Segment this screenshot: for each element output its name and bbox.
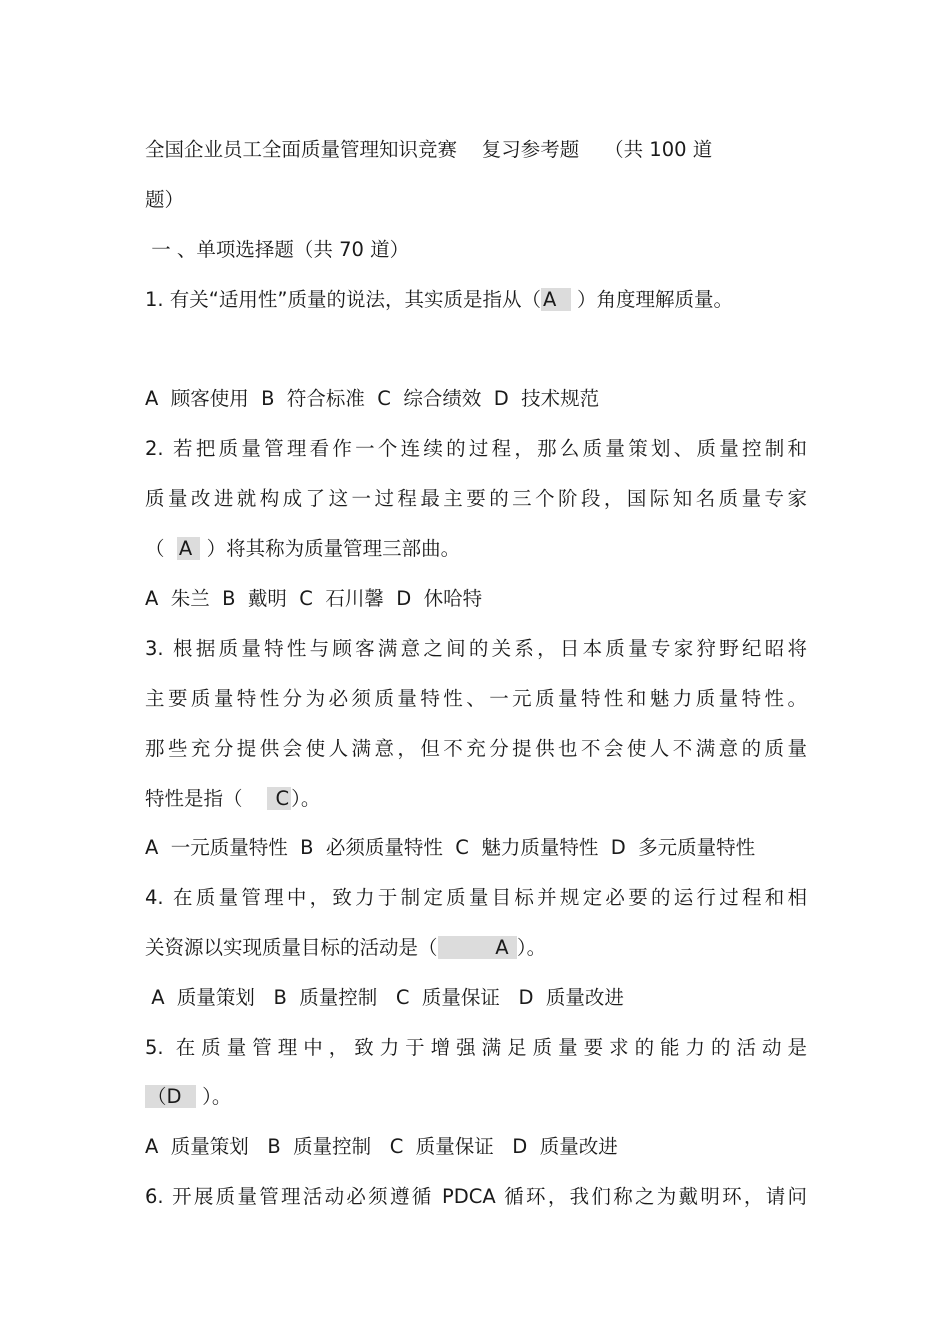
- question-5-line-2: [145, 1083, 231, 1111]
- section-heading: 一 、单项选择题（共 70 道）: [145, 238, 410, 261]
- question-text: ）。: [291, 787, 321, 810]
- question-1-line-1: [145, 286, 733, 314]
- question-text: ）。: [195, 1085, 232, 1108]
- question-1-options: A 顾客使用 B 符合标准 C 综合绩效 D 技术规范: [145, 387, 600, 410]
- doc-title-line-2: 题）: [145, 188, 185, 211]
- question-text: 特性是指（: [145, 787, 268, 810]
- question-text: ）将其称为质量管理三部曲。: [200, 537, 461, 560]
- question-text: ）角度理解质量。: [570, 288, 733, 311]
- answer-highlight: （D: [147, 1085, 194, 1108]
- question-text: 1. 有关“适用性”质量的说法，其实质是指从（: [145, 288, 542, 311]
- answer-highlight: C: [269, 787, 290, 810]
- question-3-options: A 一元质量特性 B 必须质量特性 C 魅力质量特性 D 多元质量特性: [145, 836, 756, 859]
- answer-highlight: A: [439, 936, 515, 959]
- question-3-line-2: 主要质量特性分为必须质量特性、一元质量特性和魅力质量特性。: [145, 687, 807, 710]
- answer-highlight: A: [543, 288, 569, 311]
- question-2-line-1: 2. 若把质量管理看作一个连续的过程，那么质量策划、质量控制和: [145, 437, 807, 460]
- question-2-line-3: [145, 535, 460, 563]
- question-text: （: [145, 537, 177, 560]
- question-text: ）。: [516, 936, 547, 959]
- question-3-line-1: 3. 根据质量特性与顾客满意之间的关系，日本质量专家狩野纪昭将: [145, 637, 807, 660]
- question-6-line-1: 6. 开展质量管理活动必须遵循 PDCA 循环，我们称之为戴明环，请问: [145, 1185, 807, 1208]
- question-2-line-2: 质量改进就构成了这一过程最主要的三个阶段，国际知名质量专家: [145, 487, 807, 510]
- question-5-line-1: 5. 在质量管理中，致力于增强满足质量要求的能力的活动是: [145, 1036, 807, 1059]
- question-3-line-3: 那些充分提供会使人满意，但不充分提供也不会使人不满意的质量: [145, 737, 807, 760]
- question-5-options: A 质量策划 B 质量控制 C 质量保证 D 质量改进: [145, 1135, 618, 1158]
- answer-highlight: A: [178, 537, 199, 560]
- question-4-line-2: [145, 934, 546, 962]
- question-text: 关资源以实现质量目标的活动是（: [145, 936, 438, 959]
- question-2-options: A 朱兰 B 戴明 C 石川馨 D 休哈特: [145, 587, 483, 610]
- question-3-line-4: [145, 785, 320, 813]
- question-4-line-1: 4. 在质量管理中，致力于制定质量目标并规定必要的运行过程和相: [145, 886, 807, 909]
- question-4-options: A 质量策划 B 质量控制 C 质量保证 D 质量改进: [145, 986, 624, 1009]
- doc-title-line-1: 全国企业员工全面质量管理知识竞赛 复习参考题 （共 100 道: [145, 138, 713, 161]
